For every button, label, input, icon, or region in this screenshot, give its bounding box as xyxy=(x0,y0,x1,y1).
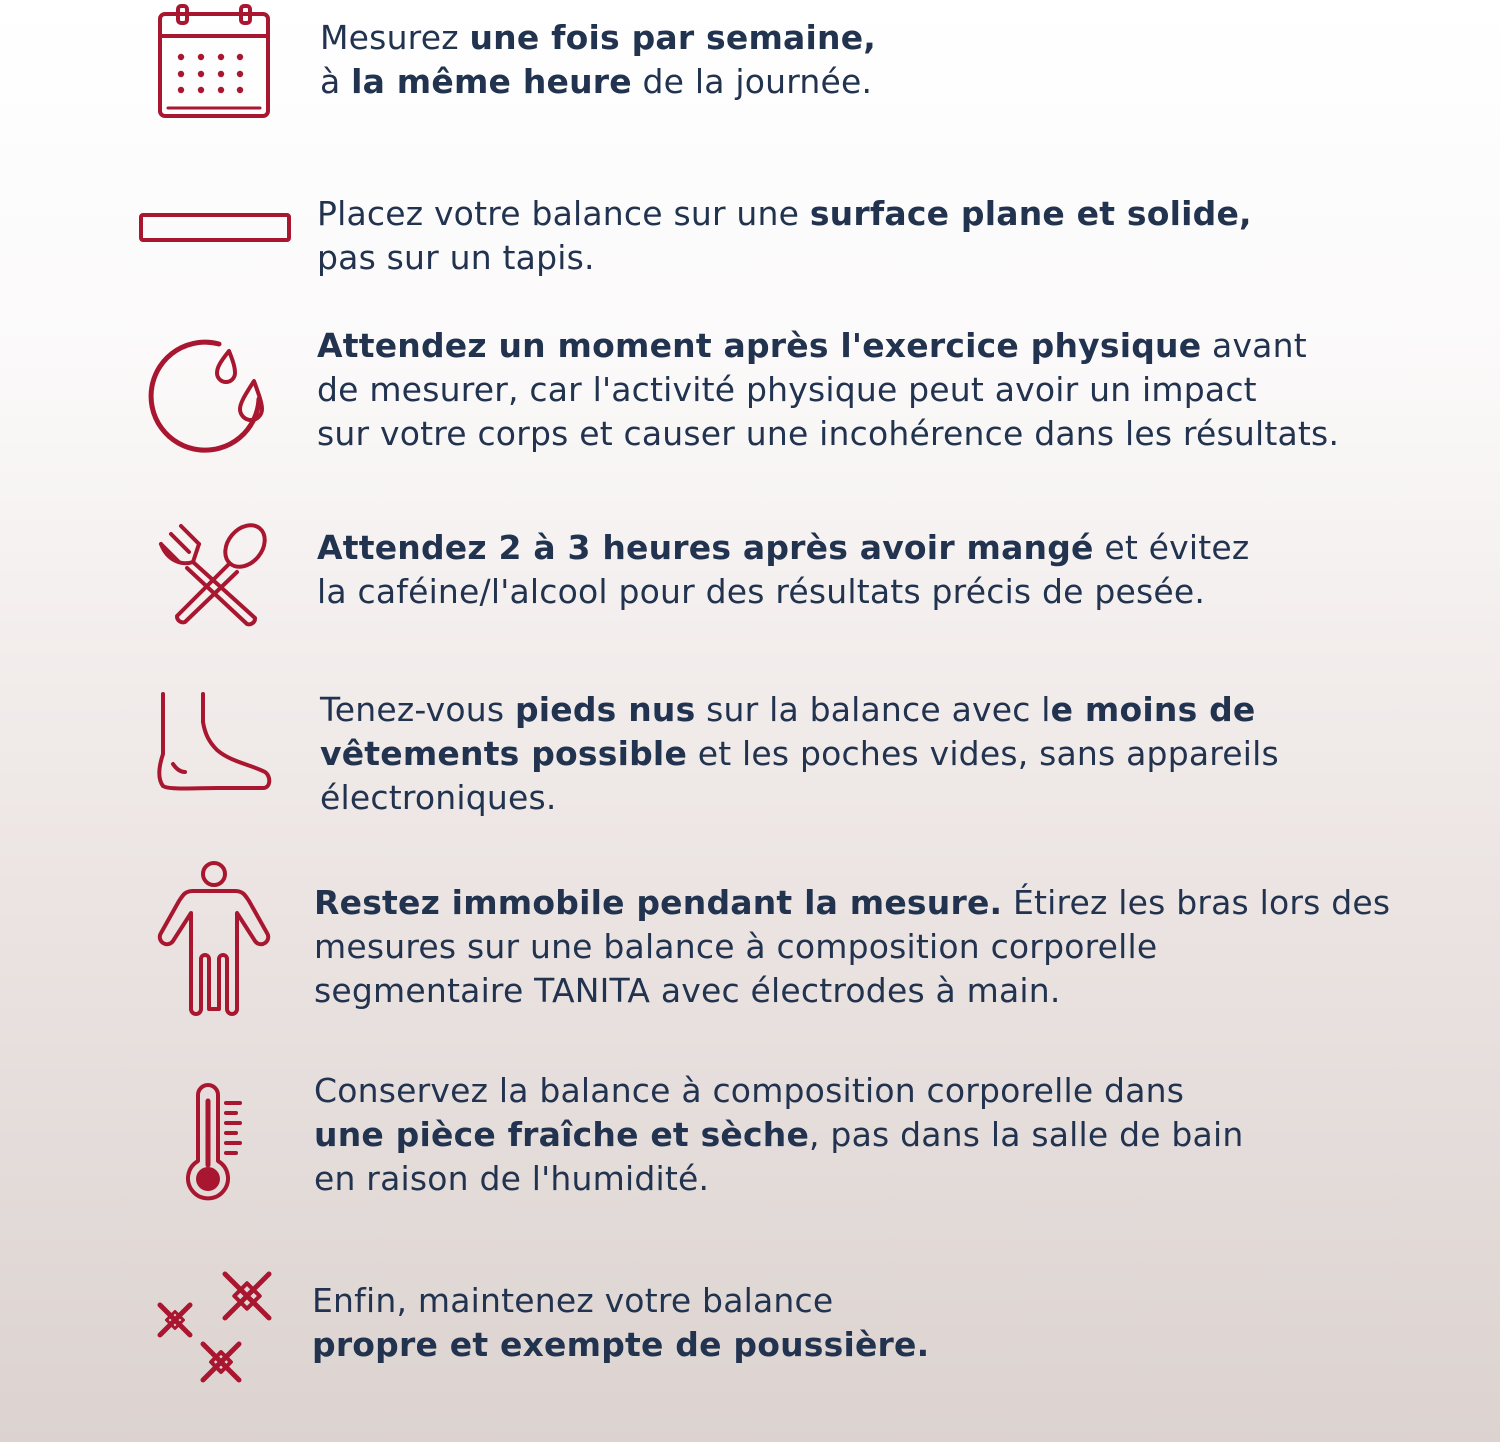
tip-regular-text: sur votre corps et causer une incohérence dans les résultats. xyxy=(317,414,1340,453)
tip-text xyxy=(312,1279,929,1367)
bare-foot-icon xyxy=(155,692,273,792)
tip-bold-text: la même heure xyxy=(351,62,632,101)
tip-regular-text: Enfin, maintenez votre balance xyxy=(312,1281,834,1320)
tip-text xyxy=(320,688,1279,820)
tip-regular-text: Placez votre balance sur une xyxy=(317,194,810,233)
tip-regular-text: Tenez-vous xyxy=(320,690,515,729)
tip-regular-text: la caféine/l'alcool pour des résultats précis de pesée. xyxy=(317,572,1206,611)
standing-person-icon xyxy=(157,861,271,1015)
tip-text xyxy=(317,526,1249,614)
tip-regular-text: sur la balance avec l xyxy=(695,690,1051,729)
tip-regular-text: et les poches vides, sans appareils xyxy=(687,734,1279,773)
tip-bold-text: e moins de xyxy=(1050,690,1256,729)
tip-regular-text: électroniques. xyxy=(320,778,557,817)
tip-regular-text: pas sur un tapis. xyxy=(317,238,595,277)
tip-regular-text: et évitez xyxy=(1093,528,1250,567)
tip-bold-text: une fois par semaine, xyxy=(469,18,877,57)
tip-bold-text: Attendez un moment après l'exercice physique xyxy=(317,326,1202,365)
tip-text xyxy=(317,324,1339,456)
tip-text xyxy=(320,16,876,104)
sweat-drops-icon xyxy=(157,337,273,453)
sparkles-clean-icon xyxy=(155,1270,273,1388)
tip-regular-text: Conservez la balance à composition corporelle dans xyxy=(314,1071,1185,1110)
tip-regular-text: en raison de l'humidité. xyxy=(314,1159,710,1198)
tip-regular-text: segmentaire TANITA avec électrodes à main. xyxy=(314,971,1061,1010)
tip-bold-text: vêtements possible xyxy=(320,734,688,773)
tip-regular-text: mesures sur une balance à composition corporelle xyxy=(314,927,1158,966)
tip-bold-text: une pièce fraîche et sèche xyxy=(314,1115,810,1154)
tip-text xyxy=(314,1069,1243,1201)
thermometer-icon xyxy=(182,1083,246,1205)
tip-regular-text: de la journée. xyxy=(631,62,873,101)
tip-regular-text: avant xyxy=(1201,326,1307,365)
tip-bold-text: Restez immobile pendant la mesure. xyxy=(314,883,1003,922)
tip-regular-text: Mesurez xyxy=(320,18,470,57)
calendar-icon xyxy=(158,4,270,118)
tip-text xyxy=(317,192,1252,280)
tip-bold-text: pieds nus xyxy=(514,690,696,729)
tip-regular-text: de mesurer, car l'activité physique peut avoir un impact xyxy=(317,370,1257,409)
tip-bold-text: surface plane et solide, xyxy=(809,194,1252,233)
tip-bold-text: propre et exempte de poussière. xyxy=(312,1325,930,1364)
tip-bold-text: Attendez 2 à 3 heures après avoir mangé xyxy=(317,528,1094,567)
flat-surface-icon xyxy=(139,213,291,243)
fork-spoon-icon xyxy=(157,522,273,626)
tip-regular-text: , pas dans la salle de bain xyxy=(809,1115,1244,1154)
tip-regular-text: à xyxy=(320,62,352,101)
tip-regular-text: Étirez les bras lors des xyxy=(1002,883,1391,922)
tip-text xyxy=(314,881,1390,1013)
